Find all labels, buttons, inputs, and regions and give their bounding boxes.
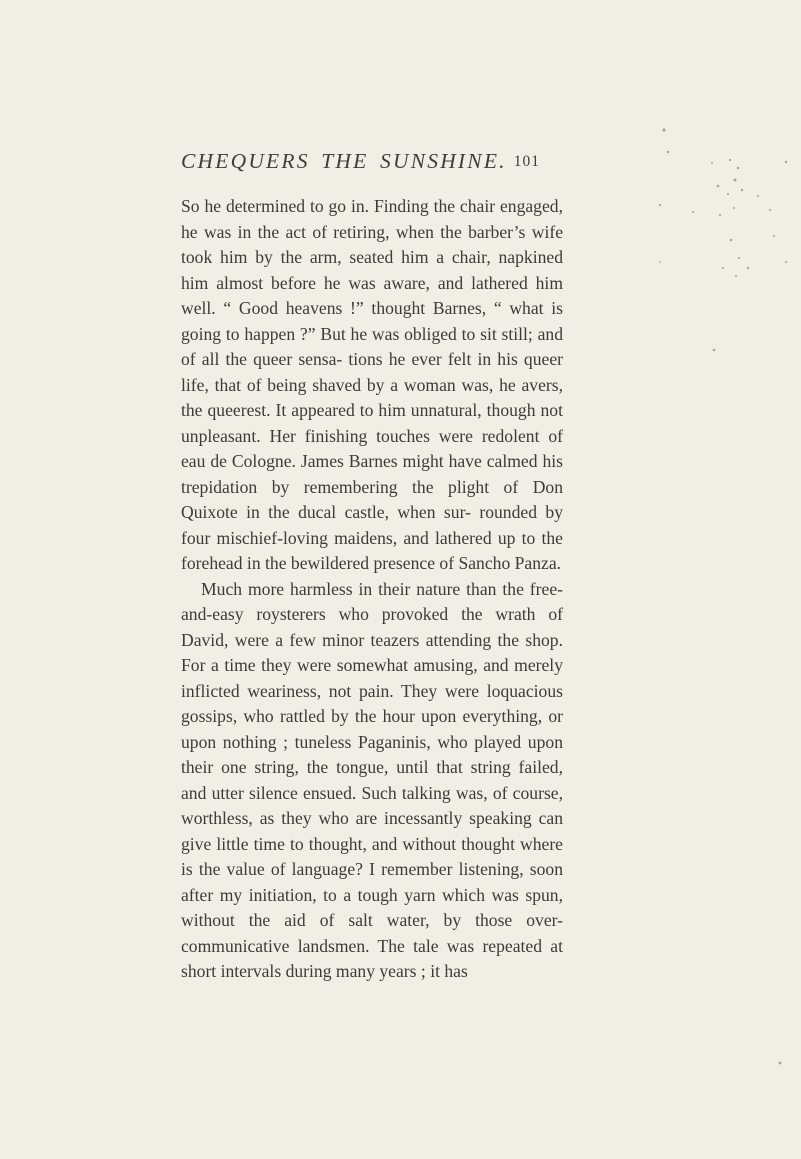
body-text <box>181 194 563 985</box>
paragraph-2: Much more harmless in their nature than the free- and-easy roysterers who provoked the wrath of David, were a few minor teazers attending the shop. For a time they were somewhat amusing, and merely inflicted weariness, not pain. They were loquacious gossips, who rattled by the hour upon everything, or upon nothing ; tuneless Paganinis, who played upon their one string, the tongue, until that string failed, and utter silence ensued. Such talking was, of course, worthless, as they who are incessantly speaking can give little time to thought, and without thought where is the value of language? I remember listening, soon after my initiation, to a tough yarn which was spun, without the aid of salt water, by those over-communicative landsmen. The tale was repeated at short intervals during many years ; it has <box>181 578 563 981</box>
paragraph-1: So he determined to go in. Finding the chair engaged, he was in the act of retiring, when the barber’s wife took him by the arm, seated him a chair, napkined him almost before he was aware, and lathered him well. “ Good heavens !” thought Barnes, “ what is going to happen ?” But he was obliged to sit still; and of all the queer sensa- tions he ever felt in his queer life, that of being shaved by a woman was, he avers, the queerest. It appeared to him unnatural, though not unpleasant. Her finishing touches were redolent of eau de Cologne. James Barnes might have calmed his trepidation by remembering the plight of Don Quixote in the ducal castle, when sur- rounded by four mischief-loving maidens, and lathered up to the forehead in the bewildered presence of Sancho Panza. <box>181 196 563 573</box>
running-head <box>181 149 540 177</box>
running-title: CHEQUERS THE SUNSHINE. <box>181 149 507 173</box>
page-number: 101 <box>513 153 540 170</box>
